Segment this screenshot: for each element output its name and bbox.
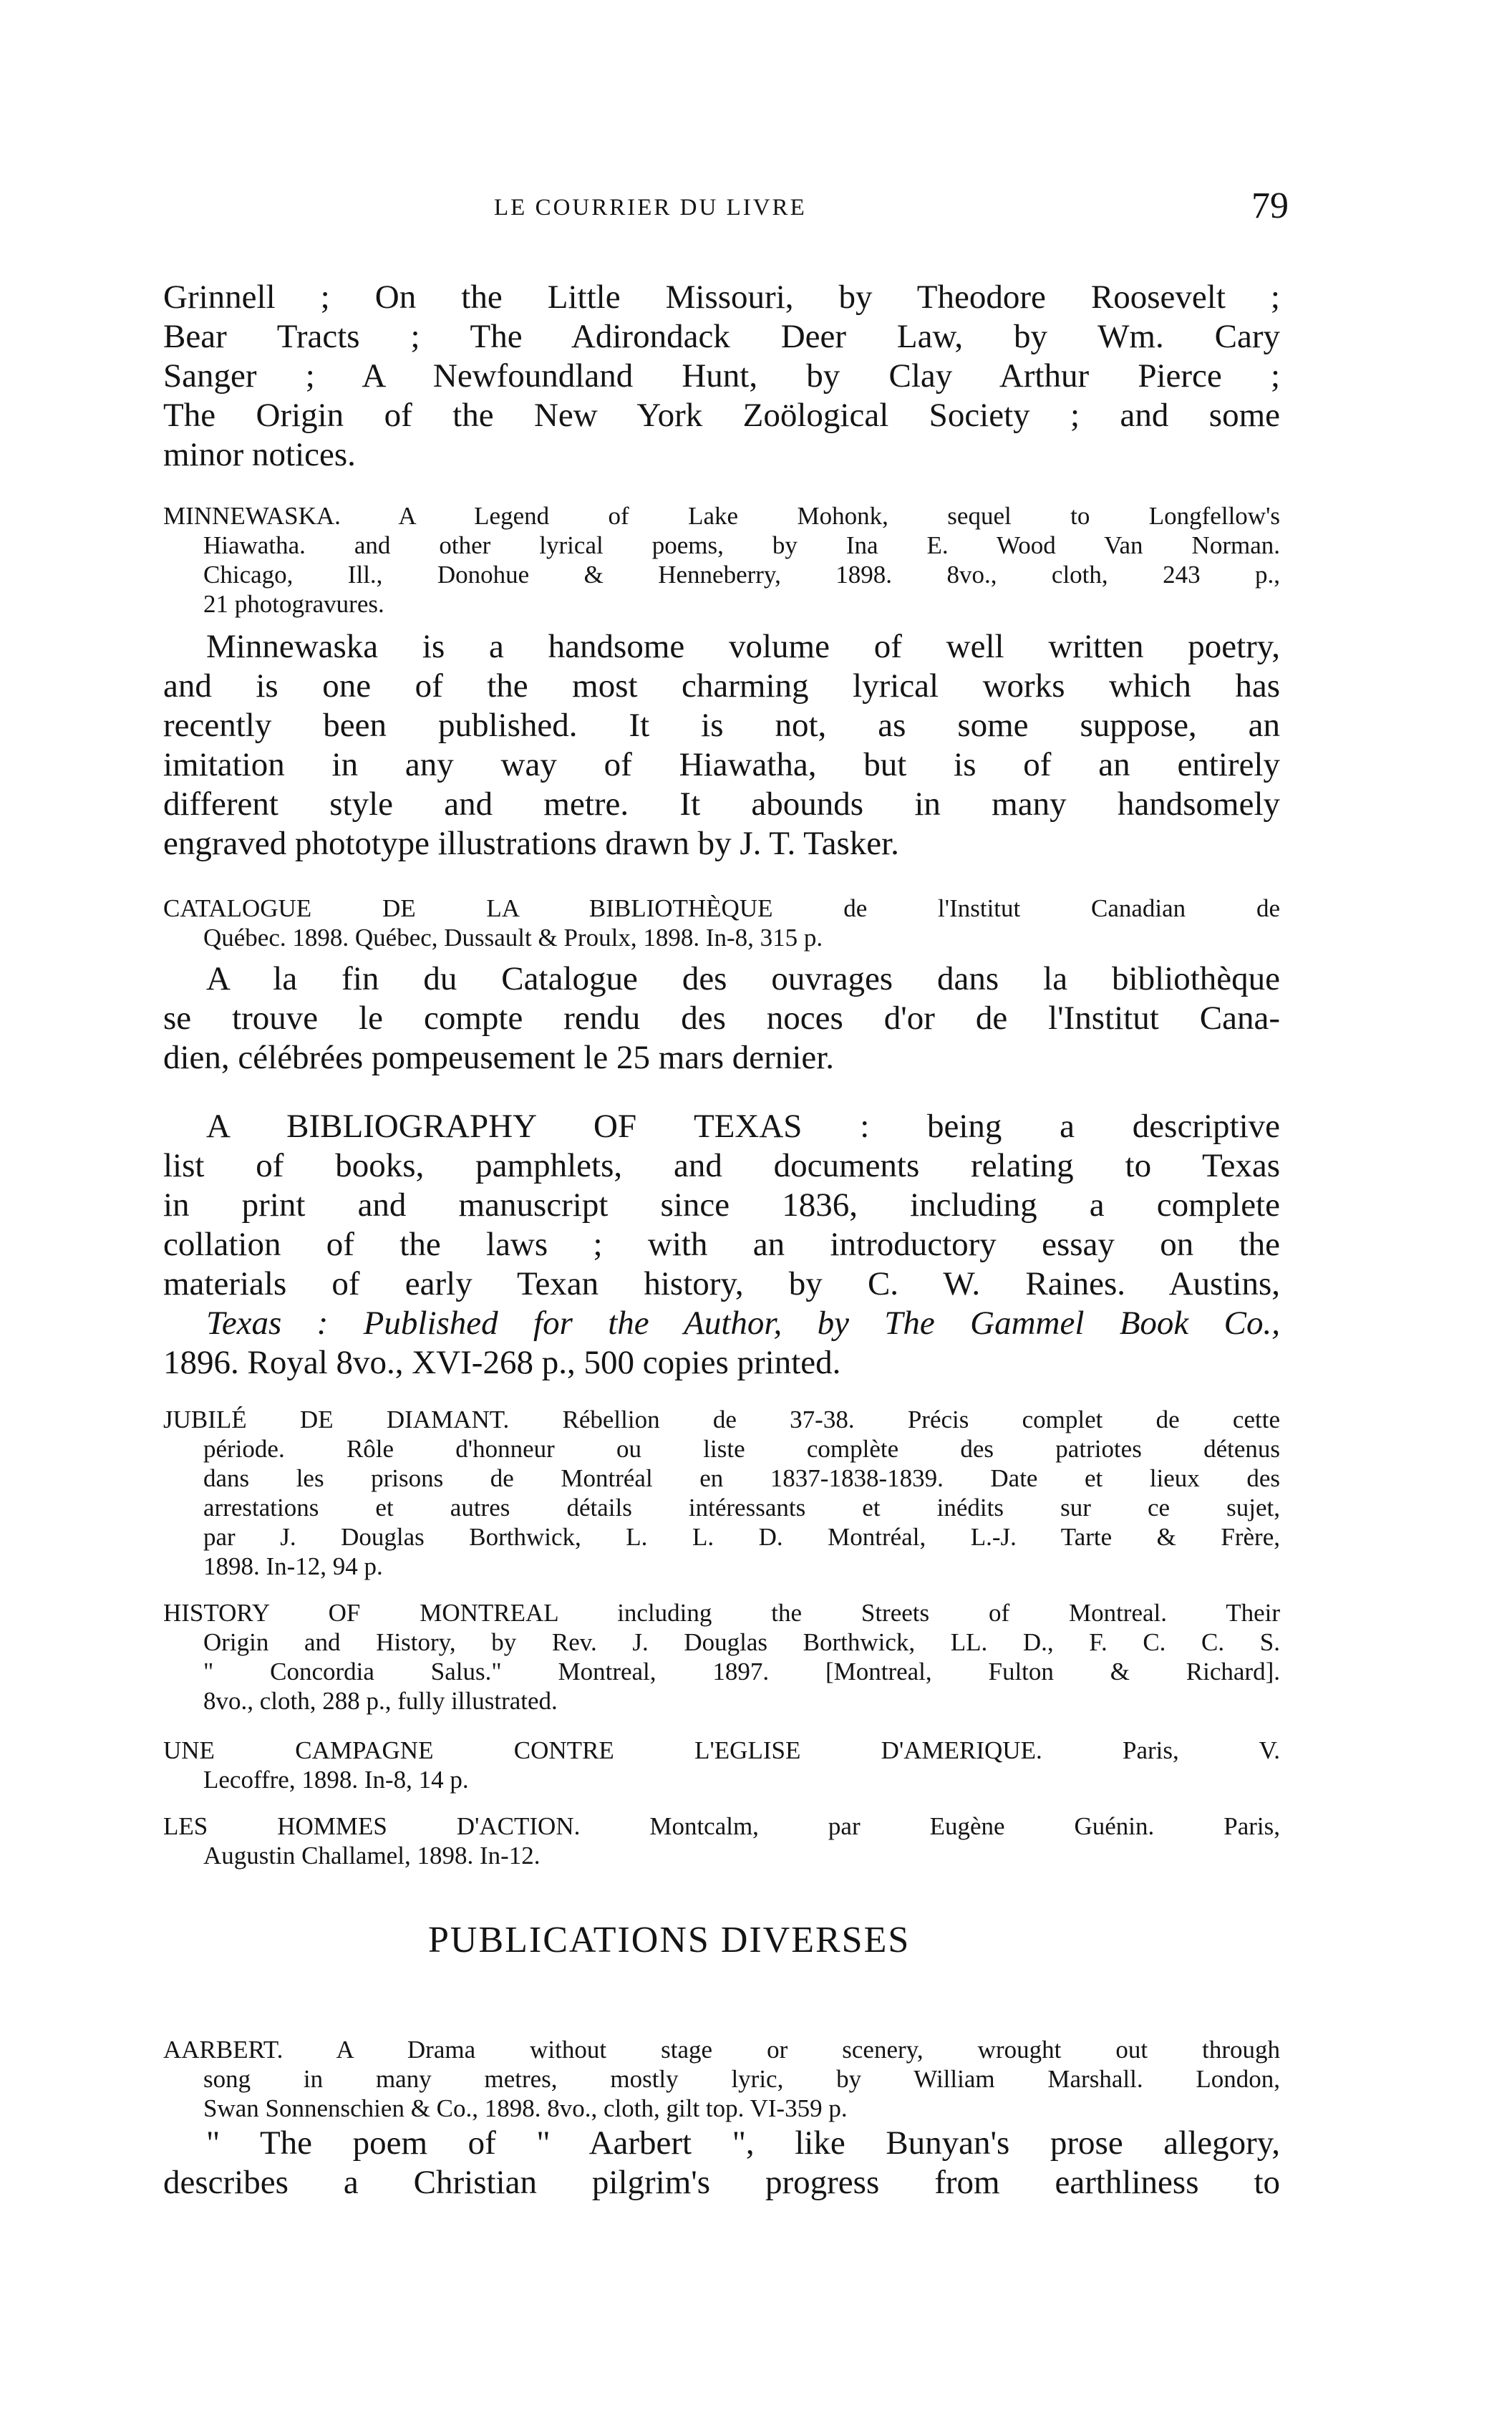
bibliographic-entry-history [163,1598,1280,1716]
text-line: engraved phototype illustrations drawn by J. T. Tasker. [163,825,899,862]
text-line: LES HOMMES D'ACTION. Montcalm, par Eugène Guénin. Paris, [163,1812,1280,1840]
review-paragraph-minnewaska [163,627,1280,864]
section-heading: PUBLICATIONS DIVERSES [428,1920,911,1960]
text-line: song in many metres, mostly lyric, by William Marshall. London, [203,2065,1280,2093]
text-line: Chicago, Ill., Donohue & Henneberry, 1898. 8vo., cloth, 243 p., [203,561,1280,589]
text-line: A BIBLIOGRAPHY OF TEXAS : being a descriptive [206,1108,1280,1145]
text-line: Grinnell ; On the Little Missouri, by Theodore Roosevelt ; [163,279,1280,316]
text-line: collation of the laws ; with an introductory essay on the [163,1226,1280,1263]
bibliographic-entry-jubile [163,1405,1280,1581]
text-line: Sanger ; A Newfoundland Hunt, by Clay Arthur Pierce ; [163,357,1280,395]
text-line: A la fin du Catalogue des ouvrages dans la bibliothèque [206,960,1280,997]
running-title: LE COURRIER DU LIVRE [494,195,807,221]
text-line: JUBILÉ DE DIAMANT. Rébellion de 37-38. Précis complet de cette [163,1406,1280,1433]
text-line: par J. Douglas Borthwick, L. L. D. Montréal, L.-J. Tarte & Frère, [203,1523,1280,1551]
text-line: HISTORY OF MONTREAL including the Streets of Montreal. Their [163,1599,1280,1627]
text-line: Québec. 1898. Québec, Dussault & Proulx, 1898. In-8, 315 p. [203,924,823,952]
text-line: 21 photogravures. [203,590,384,618]
text-line: Bear Tracts ; The Adirondack Deer Law, by Wm. Cary [163,318,1280,355]
bibliographic-entry-campagne [163,1736,1280,1794]
text-line: dans les prisons de Montréal en 1837-1838-1839. Date et lieux des [203,1464,1280,1492]
bibliographic-entry-hommes [163,1812,1280,1870]
text-line: période. Rôle d'honneur ou liste complète des patriotes détenus [203,1435,1280,1463]
text-line: imitation in any way of Hiawatha, but is of an entirely [163,746,1280,783]
text-line: arrestations et autres détails intéressants et inédits sur ce sujet, [203,1494,1280,1522]
text-line: dien, célébrées pompeusement le 25 mars dernier. [163,1039,835,1076]
text-line: AARBERT. A Drama without stage or scenery, wrought out through [163,2036,1280,2064]
text-line: " The poem of " Aarbert ", like Bunyan's prose allegory, [206,2124,1280,2162]
text-line: Minnewaska is a handsome volume of well written poetry, [206,628,1280,665]
text-line: recently been published. It is not, as some suppose, an [163,707,1280,744]
page-number: 79 [1251,185,1289,226]
text-line: 8vo., cloth, 288 p., fully illustrated. [203,1687,558,1715]
text-line: describes a Christian pilgrim's progress from earthliness to [163,2164,1280,2201]
text-line: Texas : Published for the Author, by The Gammel Book Co., [206,1305,1280,1342]
text-line: CATALOGUE DE LA BIBLIOTHÈQUE de l'Institut Canadian de [163,894,1280,922]
text-line: Lecoffre, 1898. In-8, 14 p. [203,1766,469,1794]
text-line: minor notices. [163,436,356,473]
bibliographic-entry-aarbert [163,2035,1280,2123]
review-paragraph-aarbert [163,2124,1280,2202]
text-line: se trouve le compte rendu des noces d'or de l'Institut Cana- [163,1000,1280,1037]
text-line: UNE CAMPAGNE CONTRE L'EGLISE D'AMERIQUE. Paris, V. [163,1736,1280,1764]
text-line: The Origin of the New York Zoölogical Society ; and some [163,397,1280,434]
text-line: MINNEWASKA. A Legend of Lake Mohonk, sequel to Longfellow's [163,502,1280,530]
text-line: different style and metre. It abounds in many handsomely [163,785,1280,823]
text-line: materials of early Texan history, by C. W. Raines. Austins, [163,1265,1280,1302]
text-line: in print and manuscript since 1836, including a complete [163,1186,1280,1224]
text-line: 1898. In-12, 94 p. [203,1552,383,1580]
text-line: " Concordia Salus." Montreal, 1897. [Montreal, Fulton & Richard]. [203,1658,1280,1686]
text-line: list of books, pamphlets, and documents relating to Texas [163,1147,1280,1184]
bibliographic-entry-texas [163,1107,1280,1383]
text-line: and is one of the most charming lyrical works which has [163,667,1280,705]
text-line: Origin and History, by Rev. J. Douglas Borthwick, LL. D., F. C. C. S. [203,1628,1280,1656]
review-paragraph-catalogue [163,959,1280,1078]
intro-paragraph [163,278,1280,475]
text-line: Hiawatha. and other lyrical poems, by Ina E. Wood Van Norman. [203,531,1280,559]
text-line: Swan Sonnenschien & Co., 1898. 8vo., cloth, gilt top. VI-359 p. [203,2094,848,2122]
bibliographic-entry-catalogue [163,894,1280,952]
text-line: 1896. Royal 8vo., XVI-268 p., 500 copies printed. [163,1344,841,1381]
bibliographic-entry-minnewaska [163,501,1280,619]
text-line: Augustin Challamel, 1898. In-12. [203,1842,541,1870]
